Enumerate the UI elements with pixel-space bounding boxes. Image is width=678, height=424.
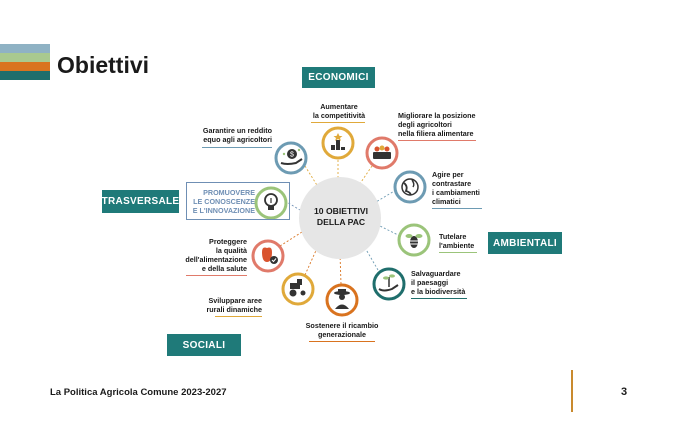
category-economici: ECONOMICI bbox=[302, 67, 375, 88]
center-label: 10 OBIETTIVI DELLA PAC bbox=[314, 206, 368, 227]
label-paesaggi: Salvaguardare il paesaggi e la biodiversità bbox=[411, 269, 466, 296]
underline-posizione bbox=[398, 140, 476, 141]
underline-aree-rurali bbox=[215, 316, 262, 317]
connector-ambiente bbox=[380, 226, 400, 236]
underline-competitivita bbox=[311, 122, 365, 123]
category-sociali: SOCIALI bbox=[167, 334, 241, 356]
page-title: Obiettivi bbox=[57, 52, 150, 78]
category-ambientali: AMBIENTALI bbox=[488, 232, 562, 254]
connector-cambiamenti bbox=[376, 190, 396, 202]
label-competitivita: Aumentare la competitività bbox=[312, 102, 366, 120]
label-ambiente: Tutelare l'ambiente bbox=[439, 232, 475, 250]
underline-qualita bbox=[186, 275, 247, 276]
category-trasversale: TRASVERSALE bbox=[102, 190, 179, 213]
label-cambiamenti: Agire per contrastare i cambiamenti climatici bbox=[432, 170, 480, 206]
svg-text:$: $ bbox=[290, 151, 294, 159]
underline-paesaggi bbox=[411, 298, 467, 299]
label-conoscenze: PROMUOVERE LE CONOSCENZE E L'INNOVAZIONE bbox=[192, 188, 255, 215]
node-cambiamenti bbox=[395, 172, 425, 202]
footer-divider bbox=[571, 370, 573, 412]
node-paesaggi bbox=[374, 269, 404, 299]
page-number: 3 bbox=[621, 386, 628, 398]
label-posizione: Migliorare la posizione degli agricoltori nella filiera alimentare bbox=[398, 111, 476, 138]
node-aree-rurali bbox=[283, 274, 313, 304]
label-qualita: Proteggere la qualità dell'alimentazione e della salute bbox=[185, 237, 247, 273]
food-basket-icon bbox=[373, 146, 391, 160]
label-aree-rurali: Sviluppare aree rurali dinamiche bbox=[206, 296, 262, 314]
node-competitivita bbox=[323, 128, 353, 158]
label-ricambio: Sostenere il ricambio generazionale bbox=[305, 321, 379, 339]
underline-reddito bbox=[202, 147, 272, 148]
node-qualita bbox=[253, 241, 283, 271]
label-reddito: Garantire un reddito equo agli agricoltori bbox=[202, 126, 272, 144]
connector-qualita bbox=[280, 232, 302, 246]
underline-cambiamenti bbox=[432, 208, 482, 209]
node-ambiente bbox=[399, 225, 429, 255]
underline-ricambio bbox=[309, 341, 375, 342]
footer-text: La Politica Agricola Comune 2023-2027 bbox=[50, 387, 227, 398]
node-reddito bbox=[276, 143, 306, 173]
underline-ambiente bbox=[439, 252, 477, 253]
node-posizione bbox=[367, 138, 397, 168]
node-ricambio bbox=[327, 285, 357, 315]
